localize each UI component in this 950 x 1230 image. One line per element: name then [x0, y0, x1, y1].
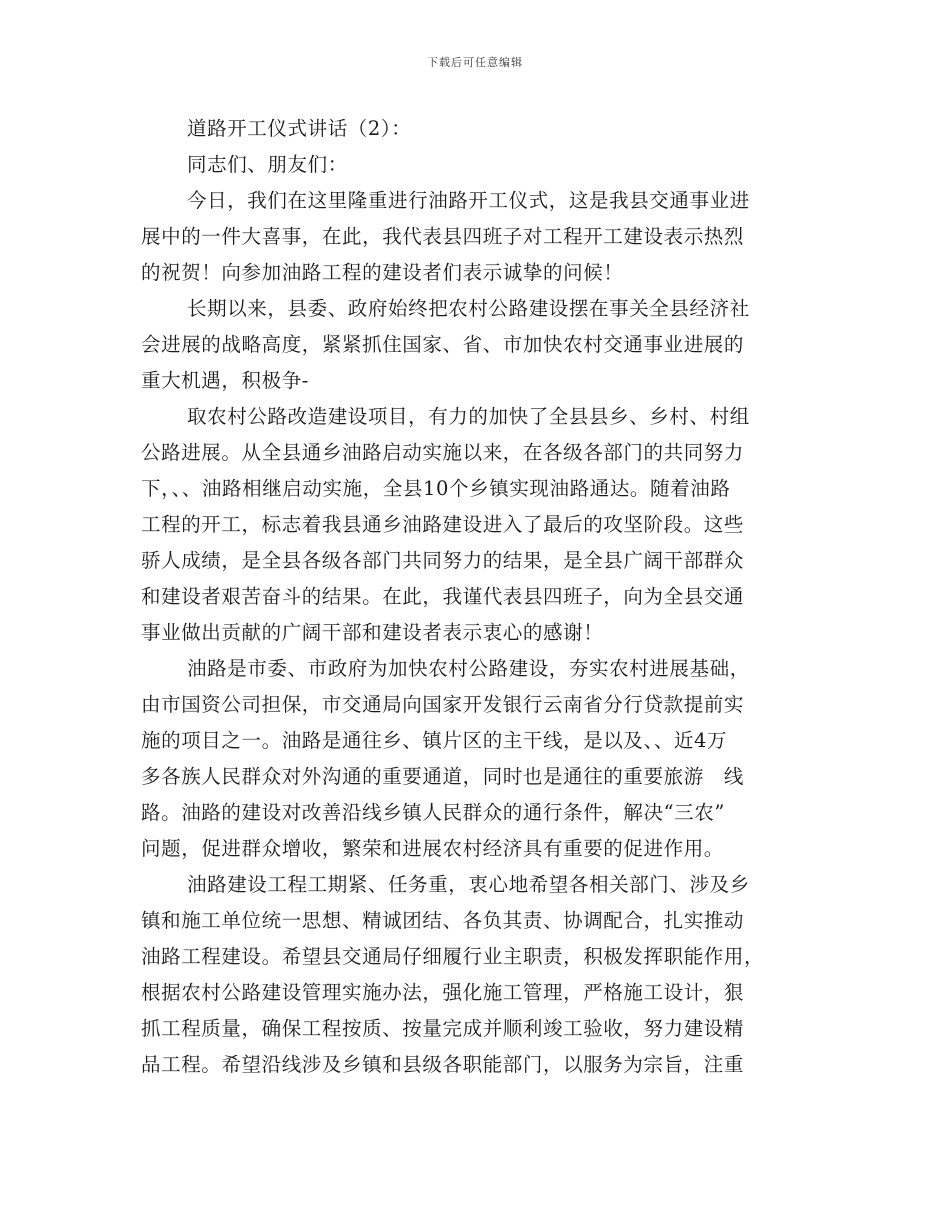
text-line: 今日，我们在这里隆重进行油路开工仪式，这是我县交通事业进 — [187, 189, 750, 212]
text-line: 根据农村公路建设管理实施办法，强化施工管理，严格施工设计，狠 — [141, 981, 745, 1004]
text-line: 工程的开工，标志着我县通乡油路建设进入了最后的攻坚阶段。这些 — [141, 513, 745, 536]
text-line: 公路进展。从全县通乡油路启动实施以来，在各级各部门的共同努力 — [141, 441, 745, 464]
document-body — [141, 111, 797, 1083]
text-line: 和建设者艰苦奋斗的结果。在此，我谨代表县四班子，向为全县交通 — [141, 585, 745, 608]
text-line: 由市国资公司担保，市交通局向国家开发银行云南省分行贷款提前实 — [141, 693, 745, 716]
text-line: 事业做出贡献的广阔干部和建设者表示衷心的感谢！ — [141, 621, 604, 644]
text-line: 取农村公路改造建设项目，有力的加快了全县县乡、乡村、村组 — [187, 405, 750, 428]
text-line: 油路建设工程工期紧、任务重，衷心地希望各相关部门、涉及乡 — [187, 873, 750, 896]
text-line: 长期以来，县委、政府始终把农村公路建设摆在事关全县经济社 — [187, 297, 750, 320]
text-line: 同志们、朋友们： — [187, 153, 348, 176]
text-line: 施的项目之一。油路是通往乡、镇片区的主干线，是以及、、近4万 — [141, 729, 728, 752]
text-line: 油路工程建设。希望县交通局仔细履行业主职责，积极发挥职能作用， — [141, 945, 765, 968]
document-title-line: 道路开工仪式讲话（2）： — [187, 117, 412, 140]
text-line: 品工程。希望沿线涉及乡镇和县级各职能部门，以服务为宗旨，注重 — [141, 1053, 745, 1076]
text-line: 多各族人民群众对外沟通的重要通道，同时也是通往的重要旅游 线 — [141, 765, 745, 788]
text-line: 的祝贺！向参加油路工程的建设者们表示诚挚的问候！ — [141, 261, 624, 284]
text-line: 骄人成绩，是全县各级各部门共同努力的结果，是全县广阔干部群众 — [141, 549, 745, 572]
text-line: 问题，促进群众增收，繁荣和进展农村经济具有重要的促进作用。 — [141, 837, 724, 860]
text-line: 重大机遇，积极争- — [141, 369, 309, 392]
page-header: 下载后可任意编辑 — [427, 56, 523, 69]
text-line: 油路是市委、市政府为加快农村公路建设，夯实农村进展基础， — [187, 657, 750, 680]
text-line: 下，、、油路相继启动实施，全县10个乡镇实现油路通达。随着油路 — [141, 477, 731, 500]
text-line: 镇和施工单位统一思想、精诚团结、各负其责、协调配合，扎实推动 — [141, 909, 745, 932]
text-line: 路。油路的建设对改善沿线乡镇人民群众的通行条件，解决“三农” — [141, 801, 725, 824]
text-line: 展中的一件大喜事，在此，我代表县四班子对工程开工建设表示热烈 — [141, 225, 745, 248]
text-line: 会进展的战略高度，紧紧抓住国家、省、市加快农村交通事业进展的 — [141, 333, 745, 356]
text-line: 抓工程质量，确保工程按质、按量完成并顺利竣工验收，努力建设精 — [141, 1017, 745, 1040]
